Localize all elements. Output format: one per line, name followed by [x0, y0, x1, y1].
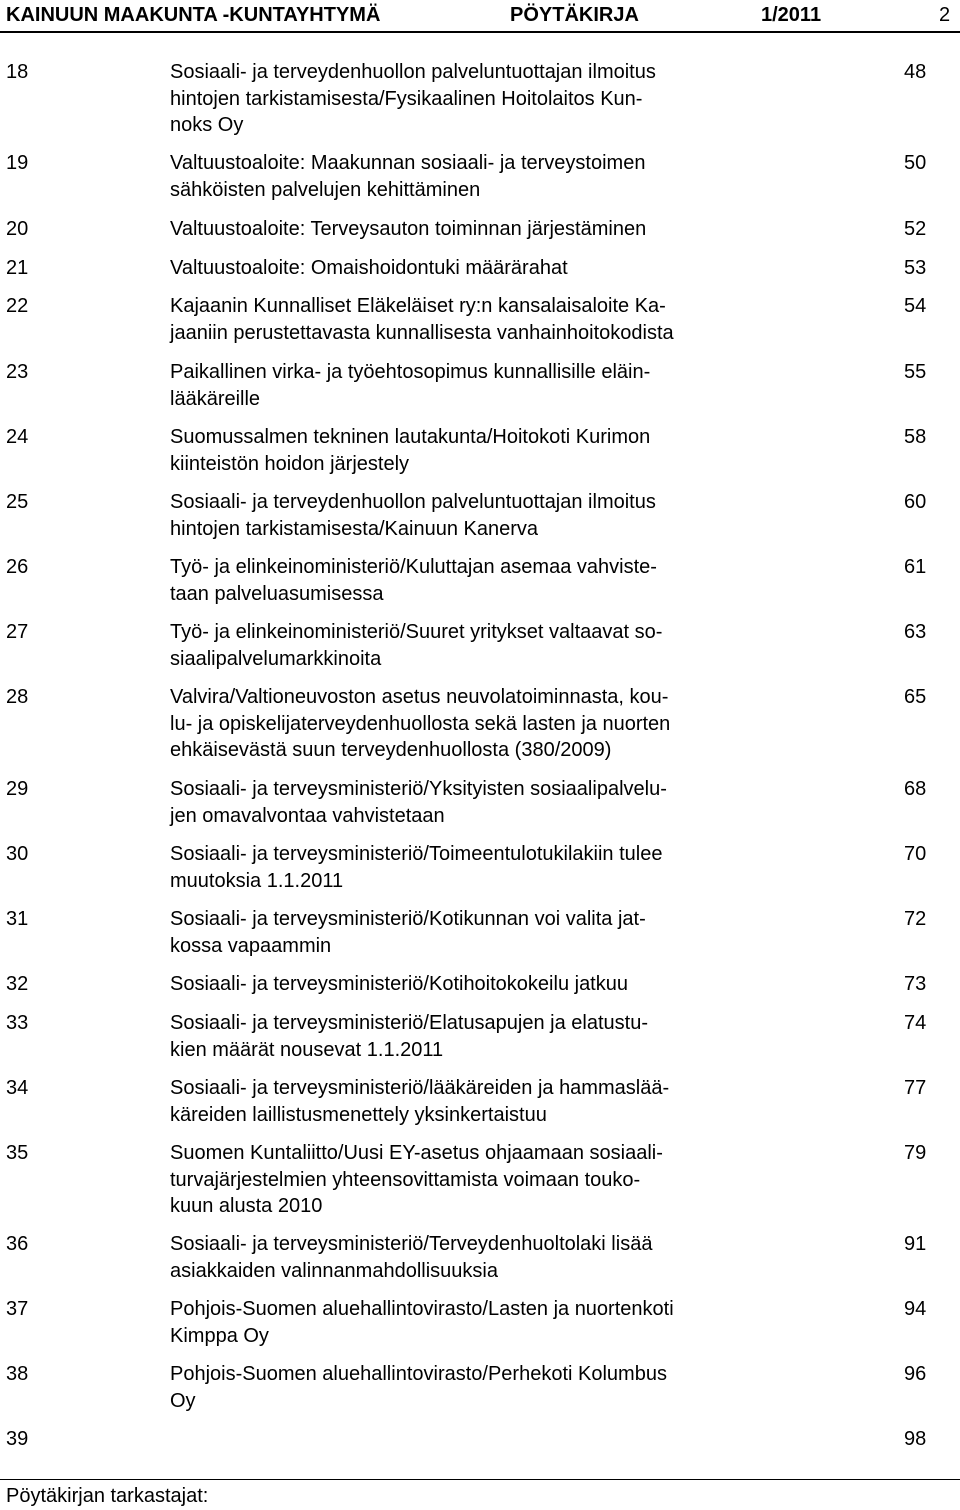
item-number: 26 [6, 556, 29, 578]
item-page: 58 [904, 426, 927, 448]
item-number: 27 [6, 621, 29, 643]
document-number: 1/2011 [761, 4, 822, 26]
document-type: PÖYTÄKIRJA [510, 4, 639, 26]
item-title: Pohjois-Suomen aluehallintovirasto/Perhekoti Kolumbus Oy [170, 1363, 667, 1412]
item-title: Sosiaali- ja terveydenhuollon palveluntuottajan ilmoitus hintojen tarkistamisesta/Fysikaalinen Hoitolaitos Kun- noks Oy [170, 61, 656, 136]
item-page: 60 [904, 491, 927, 513]
item-title: Paikallinen virka- ja työehtosopimus kunnallisille eläin- lääkäreille [170, 361, 651, 410]
item-title: Työ- ja elinkeinoministeriö/Kuluttajan asemaa vahviste- taan palveluasumisessa [170, 556, 657, 605]
item-number: 33 [6, 1012, 29, 1034]
item-page: 52 [904, 218, 927, 240]
item-page: 77 [904, 1077, 927, 1099]
item-number: 23 [6, 361, 29, 383]
item-title: Suomussalmen tekninen lautakunta/Hoitokoti Kurimon kiinteistön hoidon järjestely [170, 426, 651, 475]
page-header [0, 0, 960, 30]
item-number: 24 [6, 426, 29, 448]
item-number: 25 [6, 491, 29, 513]
item-page: 96 [904, 1363, 927, 1385]
item-page: 55 [904, 361, 927, 383]
item-title: Sosiaali- ja terveysministeriö/Kotikunnan voi valita jat- kossa vapaammin [170, 908, 646, 957]
item-title: Pohjois-Suomen aluehallintovirasto/Lasten ja nuortenkoti Kimppa Oy [170, 1298, 674, 1347]
item-number: 35 [6, 1142, 29, 1164]
item-page: 54 [904, 295, 927, 317]
item-page: 79 [904, 1142, 927, 1164]
item-number: 32 [6, 973, 29, 995]
item-page: 63 [904, 621, 927, 643]
item-page: 98 [904, 1428, 927, 1450]
item-page: 73 [904, 973, 927, 995]
item-page: 48 [904, 61, 927, 83]
item-title: Valtuustoaloite: Omaishoidontuki määrärahat [170, 257, 568, 279]
item-title: Sosiaali- ja terveysministeriö/Kotihoitokokeilu jatkuu [170, 973, 628, 995]
item-page: 65 [904, 686, 927, 708]
item-title: Työ- ja elinkeinoministeriö/Suuret yritykset valtaavat so- siaalipalvelumarkkinoita [170, 621, 663, 670]
item-title: Valvira/Valtioneuvoston asetus neuvolatoiminnasta, kou- lu- ja opiskelijaterveydenhuollosta sekä lasten ja nuorten ehkäisevästä suun terveydenhuollosta (380/2009) [170, 686, 671, 761]
item-number: 19 [6, 152, 29, 174]
item-number: 22 [6, 295, 29, 317]
organization-name: KAINUUN MAAKUNTA -KUNTAYHTYMÄ [6, 4, 381, 26]
item-title: Sosiaali- ja terveysministeriö/Terveydenhuoltolaki lisää asiakkaiden valinnanmahdollisuuksia [170, 1233, 653, 1282]
item-page: 53 [904, 257, 927, 279]
item-page: 70 [904, 843, 927, 865]
item-title: Kajaanin Kunnalliset Eläkeläiset ry:n kansalaisaloite Ka- jaaniin perustettavasta kunnallisesta vanhainhoitokodista [170, 295, 674, 344]
item-number: 18 [6, 61, 29, 83]
reviewers-label: Pöytäkirjan tarkastajat: [6, 1485, 209, 1507]
item-number: 30 [6, 843, 29, 865]
item-number: 38 [6, 1363, 29, 1385]
item-title: Sosiaali- ja terveysministeriö/Yksityisten sosiaalipalvelu- jen omavalvontaa vahvistetaan [170, 778, 667, 827]
item-title: Sosiaali- ja terveydenhuollon palveluntuottajan ilmoitus hintojen tarkistamisesta/Kainuun Kanerva [170, 491, 656, 540]
item-number: 28 [6, 686, 29, 708]
item-page: 61 [904, 556, 927, 578]
item-title: Valtuustoaloite: Maakunnan sosiaali- ja terveystoimen sähköisten palvelujen kehittäminen [170, 152, 646, 201]
item-title: Suomen Kuntaliitto/Uusi EY-asetus ohjaamaan sosiaali- turvajärjestelmien yhteensovittamista voimaan touko- kuun alusta 2010 [170, 1142, 663, 1217]
item-page: 94 [904, 1298, 927, 1320]
item-number: 29 [6, 778, 29, 800]
item-page: 74 [904, 1012, 927, 1034]
item-page: 68 [904, 778, 927, 800]
item-title: Sosiaali- ja terveysministeriö/lääkäreiden ja hammaslää- käreiden laillistusmenettely yksinkertaistuu [170, 1077, 670, 1126]
item-number: 21 [6, 257, 29, 279]
item-number: 34 [6, 1077, 29, 1099]
item-title: Sosiaali- ja terveysministeriö/Toimeentulotukilakiin tulee muutoksia 1.1.2011 [170, 843, 663, 892]
header-divider [0, 31, 960, 33]
item-number: 36 [6, 1233, 29, 1255]
page-footer [0, 1479, 960, 1510]
item-page: 91 [904, 1233, 927, 1255]
item-page: 50 [904, 152, 927, 174]
item-number: 39 [6, 1428, 29, 1450]
item-number: 20 [6, 218, 29, 240]
item-title: Sosiaali- ja terveysministeriö/Elatusapujen ja elatustu- kien määrät nousevat 1.1.2011 [170, 1012, 649, 1061]
item-title: Valtuustoaloite: Terveysauton toiminnan järjestäminen [170, 218, 647, 240]
item-page: 72 [904, 908, 927, 930]
page-number: 2 [939, 4, 951, 26]
item-number: 37 [6, 1298, 29, 1320]
item-number: 31 [6, 908, 29, 930]
